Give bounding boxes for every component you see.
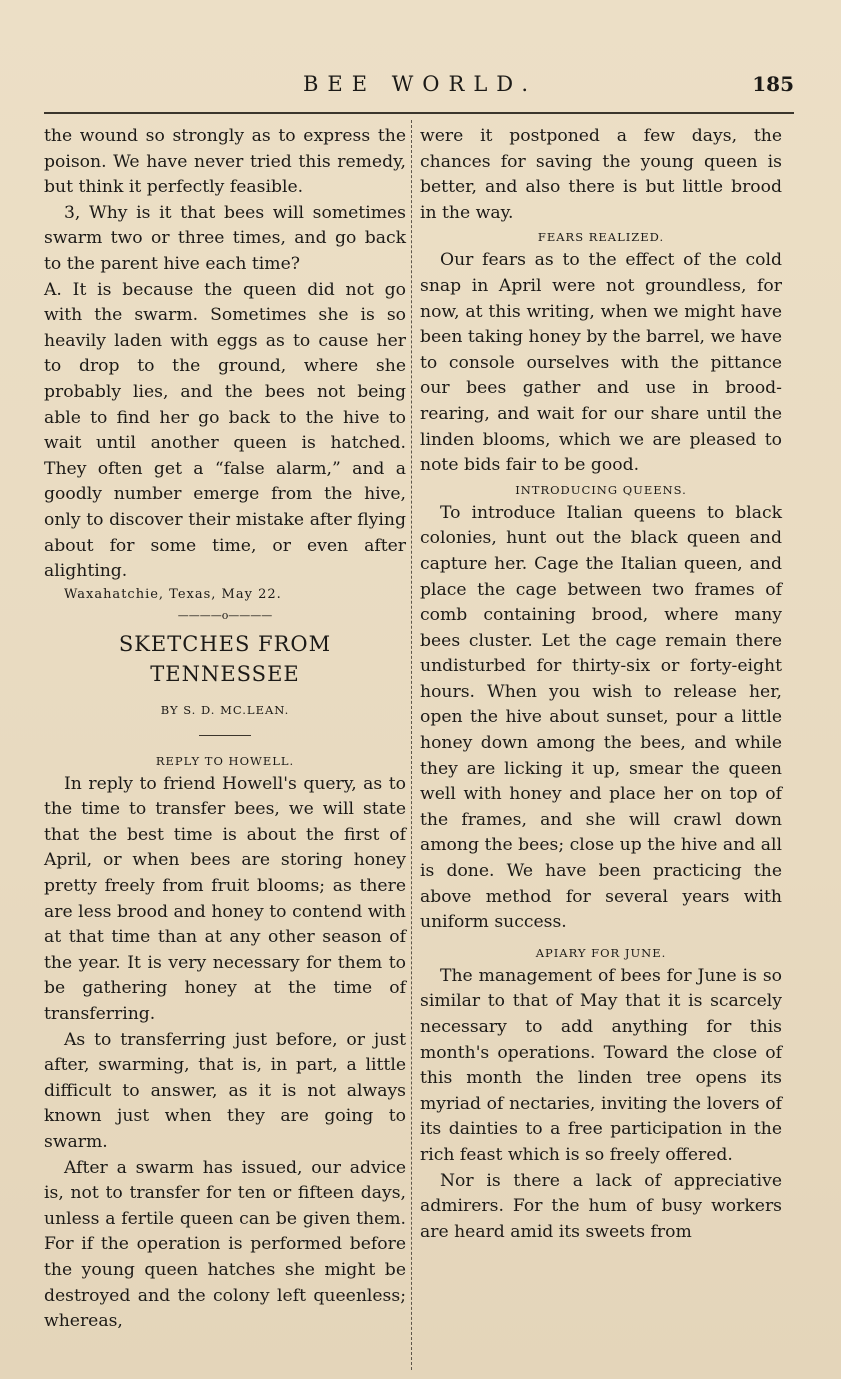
section-heading: INTRODUCING QUEENS. [515, 482, 687, 497]
subheading: REPLY TO HOWELL. [155, 753, 295, 768]
reply-paragraph: In reply to friend Howell's query, as to the time to transfer bees, we will state that the best time is about the first of April, or when bees are storing honey pretty freely from fruit blooms; as there are less brood and honey to contend with at that time than at any other season of the year. It is very necessary for them to be gathering honey at the time of transferring. [44, 773, 406, 1025]
section-paragraph: Our fears as to the effect of the cold snap in April were not groundless, for now, at this writing, when we might have been taking honey by the barrel, we have to console ourselves with the pittance our bees gather and use in brood-rearing, and wait for our share until the linden blooms, which we are pleased to note bids fair to be good. [420, 250, 782, 476]
running-title: BEE WORLD. [302, 72, 538, 96]
section-separator: ————o———— [177, 608, 273, 622]
byline: BY S. D. MC.LEAN. [160, 702, 290, 717]
section-heading: FEARS REALIZED. [537, 230, 665, 245]
section-paragraph: The management of bees for June is so similar to that of May that it is scarcely necessary to add anything for this month's operations. Toward the close of this month the linden tree opens its myriad of nectaries, inviting the lovers of its dainties to a free participation in the rich feast which is so freely offered. [420, 965, 782, 1165]
header-rule [44, 112, 794, 114]
reply-paragraph: After a swarm has issued, our advice is, not to transfer for ten or fifteen days, unless a fertile queen can be given them. For if the operation is performed before the young queen hatches she might be destroyed and the colony left queenless; whereas, [44, 1157, 406, 1332]
paragraph-continuation: the wound so strongly as to express the poison. We have never tried this remedy, but think it perfectly feasible. [44, 126, 406, 198]
section-paragraph: Nor is there a lack of appreciative admirers. For the hum of busy workers are heard amid its sweets from [420, 1170, 782, 1242]
answer-paragraph: A. It is because the queen did not go with the swarm. Sometimes she is so heavily laden with eggs as to cause her to drop to the ground, where she probably lies, and the bees not being able to find her go back to the hive to wait until another queen is hatched. They often get a “false alarm,” and a goodly number emerge from the hive, only to discover their mistake after flying about for some time, or even after alighting. [44, 279, 406, 582]
page-number: 185 [752, 72, 794, 96]
paragraph-continuation: were it postponed a few days, the chances for saving the young queen is better, and also there is but little brood in the way. [420, 126, 782, 223]
right-column [420, 124, 782, 1245]
short-rule [199, 735, 251, 736]
section-heading: APIARY FOR JUNE. [535, 945, 667, 960]
page-header [40, 72, 800, 102]
column-divider [411, 120, 412, 1370]
article-title: SKETCHES FROM TENNESSEE [118, 631, 332, 686]
section-paragraph: To introduce Italian queens to black colonies, hunt out the black queen and capture her. Cage the Italian queen, and place the cage between two frames of comb containing brood, where many bees cluster. Let the cage remain there undisturbed for thirty-six or forty-eight hours. When you wish to release her, open the hive about sunset, pour a little honey down among the bees, and while they are licking it up, smear the queen well with honey and place her on top of the frames, and she will crawl down among the bees; close up the hive and all is done. We have been practicing the above method for several years with uniform success. [420, 502, 782, 933]
question-paragraph: 3, Why is it that bees will sometimes swarm two or three times, and go back to the parent hive each time? [44, 202, 406, 274]
dateline: Waxahatchie, Texas, May 22. [64, 586, 282, 602]
left-column [44, 124, 406, 1335]
reply-paragraph: As to transferring just before, or just after, swarming, that is, in part, a little difficult to answer, as it is not always known just when they are going to swarm. [44, 1029, 406, 1152]
